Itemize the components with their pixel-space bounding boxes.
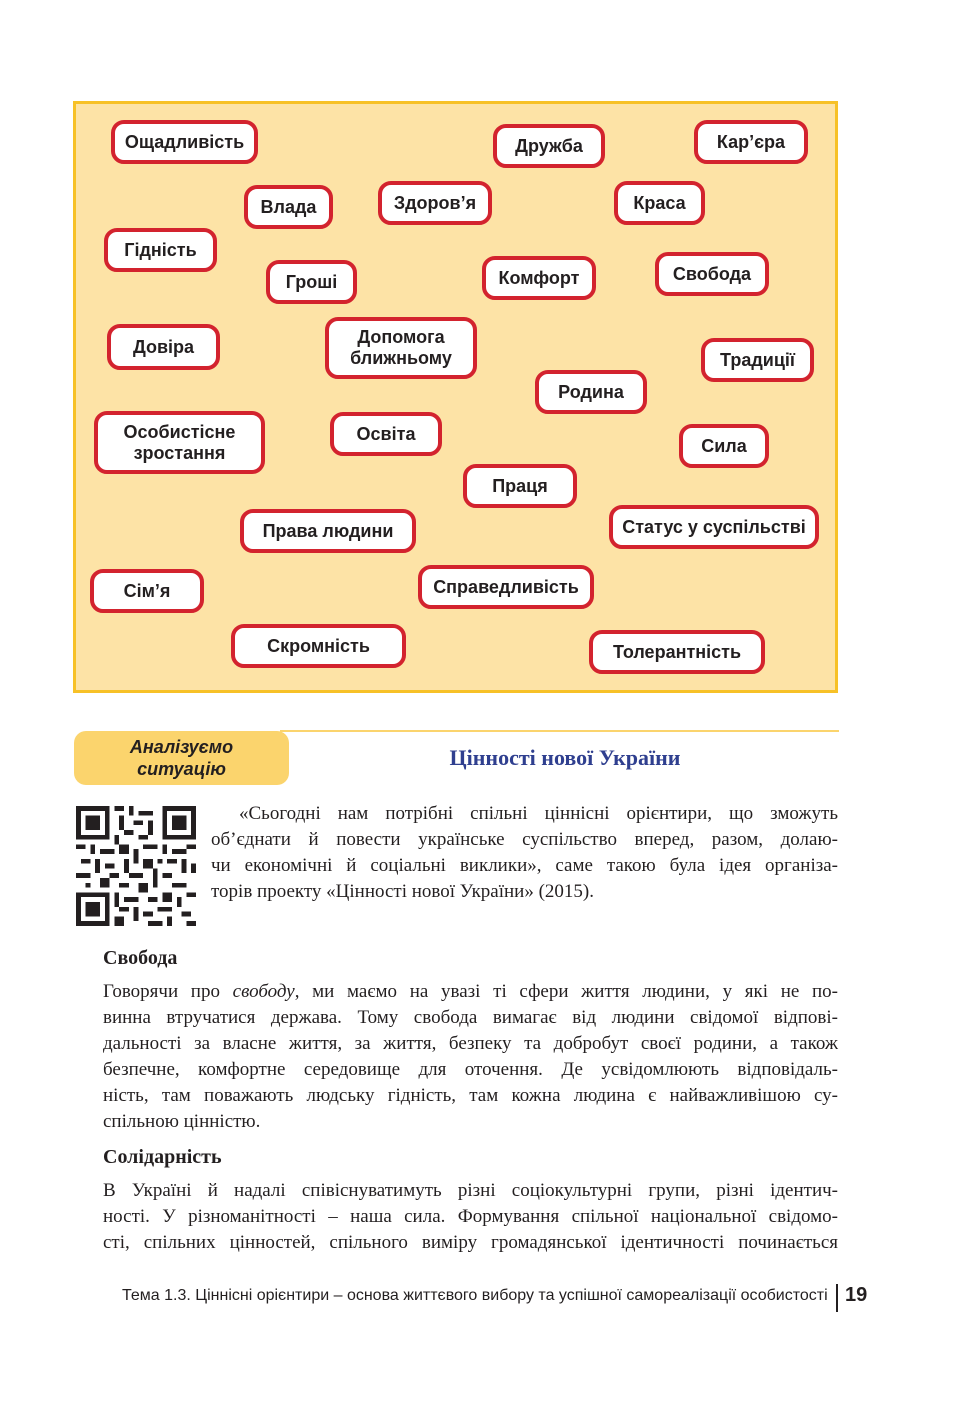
- value-label: Краса: [633, 192, 686, 213]
- value-label: Здоров’я: [393, 192, 477, 213]
- solidarity-line: ності. У різноманітності – наша сила. Формування спільної національної свідомо-: [103, 1206, 838, 1227]
- freedom-line: ність, там поважають людську гідність, там кожна людина є найважливішою су-: [103, 1085, 838, 1106]
- intro-line: чи економічні й соціальні виклики», саме такою була ідея організа-: [211, 855, 838, 876]
- value-label: Сім’я: [123, 580, 171, 601]
- value-pill-simya: [90, 569, 204, 613]
- freedom-text: Говорячи про: [103, 981, 233, 1002]
- value-pill-vlada: [244, 185, 333, 229]
- value-label: Ощадливість: [124, 131, 245, 152]
- value-pill-dopomoha: [325, 317, 477, 379]
- intro-line: торів проекту «Цінності нової України» (2015).: [211, 881, 594, 902]
- section-header-rule: [280, 730, 839, 732]
- solidarity-paragraph: [103, 1178, 838, 1256]
- value-pill-komfort: [482, 256, 596, 300]
- value-label: Довіра: [132, 336, 195, 357]
- value-label: Родина: [558, 381, 624, 402]
- value-label: Влада: [260, 196, 317, 217]
- value-pill-rodyna: [535, 370, 647, 414]
- value-label: Права людини: [262, 520, 394, 541]
- value-pill-hidnist: [104, 228, 217, 272]
- solidarity-line: сті, спільних цінностей, спільного виміру громадянської ідентичності починається: [103, 1232, 838, 1253]
- analysis-tag-line2: ситуацію: [137, 759, 226, 779]
- value-label: [124, 422, 236, 464]
- value-label: Дружба: [515, 135, 583, 156]
- freedom-text: , ми маємо на увазі ті сфери життя людини, у які не по-: [294, 981, 838, 1002]
- value-label: Освіта: [356, 423, 416, 444]
- freedom-line: дальності за власне життя, за життя, безпеку та добробут своєї родини, а також: [103, 1033, 838, 1054]
- value-pill-tolerantnist: [589, 630, 765, 674]
- value-pill-osobyste: [94, 411, 265, 474]
- freedom-line: [103, 979, 838, 1005]
- value-label-line1: Особистісне: [123, 421, 236, 442]
- value-label-line1: Допомога: [357, 327, 445, 347]
- solidarity-heading: Солідарність: [103, 1146, 222, 1168]
- page-footer-topic: Тема 1.3. Ціннісні орієнтири – основа життєвого вибору та успішної самореалізації особистості: [122, 1287, 828, 1304]
- value-label: Сила: [701, 435, 747, 456]
- freedom-line: безпечне, комфортне середовище для оточення. Де усвідомлюють відповідаль-: [103, 1059, 838, 1080]
- value-pill-karyera: [694, 120, 808, 164]
- value-pill-tradytsii: [701, 338, 814, 382]
- value-label: Свобода: [672, 263, 752, 284]
- value-pill-syla: [679, 424, 769, 468]
- value-label-line2: ближньому: [350, 348, 452, 368]
- value-label: Гроші: [285, 271, 338, 292]
- freedom-line: винна втручатися держава. Тому свобода вимагає від людини свідомої відпові-: [103, 1007, 838, 1028]
- value-label: Традиції: [720, 349, 795, 370]
- freedom-line: спільною цінністю.: [103, 1111, 261, 1132]
- value-pill-osvita: [330, 412, 442, 456]
- intro-paragraph: [211, 801, 838, 905]
- value-pill-dovira: [107, 324, 220, 370]
- value-pill-spravedlyvist: [418, 565, 594, 609]
- value-pill-svoboda: [655, 252, 769, 296]
- value-pill-oshchadlyvist: [111, 120, 258, 164]
- analysis-tag: [74, 731, 289, 785]
- value-label: Скромність: [267, 635, 370, 656]
- value-label: Справедливість: [433, 576, 579, 597]
- value-label: [350, 327, 452, 369]
- value-pill-druzhba: [493, 124, 605, 168]
- value-pill-hroshi: [266, 260, 357, 304]
- footer-divider: [836, 1284, 838, 1312]
- section-title: Цінності нової України: [449, 745, 681, 770]
- freedom-heading: Свобода: [103, 947, 178, 969]
- intro-line: «Сьогодні нам потрібні спільні ціннісні орієнтири, що зможуть: [239, 803, 838, 824]
- value-pill-status: [609, 505, 819, 549]
- value-pill-krasa: [614, 181, 705, 225]
- value-pill-prava: [240, 509, 416, 553]
- qr-code-icon[interactable]: [76, 806, 196, 926]
- value-label-line2: зростання: [133, 442, 226, 463]
- intro-line: об’єднати й повести українське суспільство вперед, разом, долаю-: [211, 829, 838, 850]
- value-label: Кар’єра: [716, 131, 786, 152]
- value-label: Толерантність: [612, 641, 742, 662]
- analysis-tag-line1: Аналізуємо: [129, 737, 234, 757]
- value-label: Гідність: [124, 239, 197, 260]
- value-pill-zdorovya: [378, 181, 492, 225]
- value-label: Статус у суспільстві: [622, 516, 806, 537]
- freedom-emphasis: свободу: [232, 981, 295, 1002]
- value-label: Комфорт: [498, 267, 580, 288]
- page-number: 19: [845, 1284, 868, 1306]
- solidarity-line: В Україні й надалі співіснуватимуть різні соціокультурні групи, різні ідентич-: [103, 1180, 838, 1201]
- value-pill-pratsya: [463, 464, 577, 508]
- value-label: Праця: [492, 475, 548, 496]
- value-pill-skromnist: [231, 624, 406, 668]
- freedom-paragraph: [103, 979, 838, 1135]
